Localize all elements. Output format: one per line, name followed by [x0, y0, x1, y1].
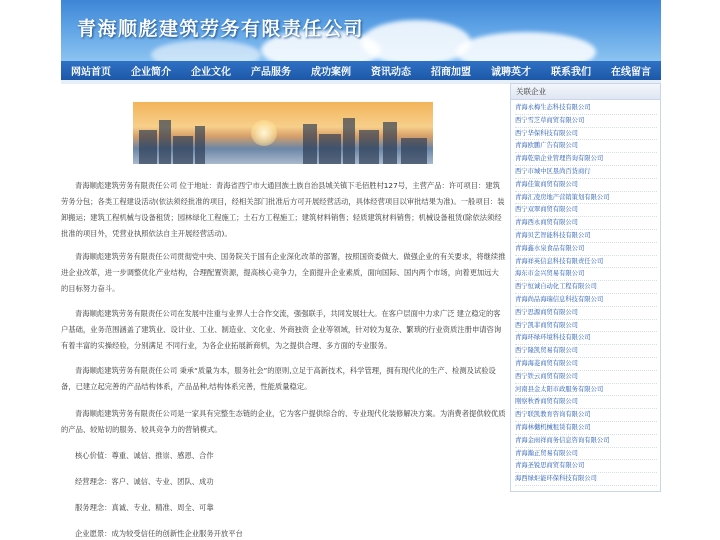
- sun-glow: [251, 120, 277, 146]
- building-shape: [343, 118, 355, 164]
- related-companies-panel: [510, 83, 661, 492]
- cloud-decoration: [456, 32, 596, 61]
- sidebar-title: 关联企业: [511, 84, 660, 100]
- building-shape: [195, 126, 205, 164]
- business-philosophy-line: 经营理念：客户、诚信、专业、团队、成功: [75, 477, 214, 486]
- related-company-link[interactable]: 西宁铁云商贸有限公司: [515, 371, 657, 384]
- intro-paragraph: 青海顺彪建筑劳务有限责任公司 位于地址：青海省西宁市大通回族土族自治县城关镇下毛佰胜村127号，主营产品：许可项目：建筑劳务分包；各类工程建设活动(依法须经批准的项目，经相关部门批准后方可开展经营活动，具体经营项目以审批结果为准)。一般项目：装卸搬运；建筑工程机械与设备租赁；园林绿化工程施工；土石方工程施工；建筑材料销售；轻质建筑材料销售；机械设备租赁(除依法须经批准的项目外，凭营业执照依法自主开展经营活动)。: [61, 181, 505, 238]
- service-philosophy-line: 服务理念：真诚、专业、精准、周全、可靠: [75, 503, 214, 512]
- nav-news[interactable]: 资讯动态: [371, 67, 411, 78]
- related-company-link[interactable]: 青海佳策商贸有限公司: [515, 179, 657, 192]
- related-company-link[interactable]: 西宁市城中区垦尚百货商行: [515, 166, 657, 179]
- related-company-link[interactable]: 西宁雪芝草商贸有限公司: [515, 115, 657, 128]
- cooperation-paragraph: 青海顺彪建筑劳务有限责任公司在发展中注重与业界人士合作交流，强强联手，共同发展壮大。在客户层面中力求广泛 建立稳定的客户基础，业务范围涵盖了建筑业、设计业、工业、制造业、文化业、外商独资 企业等领域，针对较为复杂、繁琐的行业资质注册申请咨询有着丰富的实操经验，分别满足 不同行业，为各企业拓展新商机，为之提供合理、多方面的专业服务。: [61, 309, 502, 350]
- building-shape: [173, 136, 193, 164]
- nav-franchise[interactable]: 招商加盟: [431, 67, 471, 78]
- nav-cases[interactable]: 成功案例: [311, 67, 351, 78]
- hero-image: [133, 102, 433, 164]
- related-company-link[interactable]: 青海瀚正贸易有限公司: [515, 448, 657, 461]
- building-shape: [159, 120, 171, 164]
- building-shape: [303, 124, 317, 164]
- main-content: [61, 84, 506, 540]
- related-company-link[interactable]: 青海乾鼎企业管理咨询有限公司: [515, 153, 657, 166]
- reform-paragraph: 青海顺彪建筑劳务有限责任公司贯彻党中央、国务院关于国有企业深化改革的部署，按照国资委做大、做强企业的有关要求，将继续推进企业改革，进一步调整优化产业结构，合理配置资源，提高核心竞争力，全面提升企业素质，面向国际、国内两个市场，向着更加远大的目标努力奋斗。: [61, 252, 506, 293]
- related-company-link[interactable]: 西宁凯菲商贸有限公司: [515, 320, 657, 333]
- related-company-link[interactable]: 西宁隆凯贸易有限公司: [515, 345, 657, 358]
- related-company-link[interactable]: 西宁双翠商贸有限公司: [515, 204, 657, 217]
- related-company-link[interactable]: 青海鑫水泉食品有限公司: [515, 243, 657, 256]
- building-shape: [401, 138, 427, 164]
- nav-products[interactable]: 产品服务: [251, 67, 291, 78]
- related-company-link[interactable]: 青海西永商贸有限公司: [515, 217, 657, 230]
- related-company-link[interactable]: 青海圣锐思商贸有限公司: [515, 460, 657, 473]
- related-company-link[interactable]: 青海海菱商贸有限公司: [515, 358, 657, 371]
- building-shape: [383, 122, 397, 164]
- related-company-link[interactable]: 海西绿炬能环保科技有限公司: [515, 473, 657, 486]
- related-company-link[interactable]: 西宁思源商贸有限公司: [515, 307, 657, 320]
- related-company-link[interactable]: 西宁恒诚自动化工程有限公司: [515, 281, 657, 294]
- nav-home[interactable]: 网站首页: [71, 67, 111, 78]
- related-company-link[interactable]: 青海永梅生态科技有限公司: [515, 102, 657, 115]
- nav-about[interactable]: 企业简介: [131, 67, 171, 78]
- building-shape: [319, 134, 341, 164]
- related-company-link[interactable]: 河南县金太阳市政服务有限公司: [515, 384, 657, 397]
- cloud-decoration: [361, 20, 471, 61]
- site-banner: [61, 0, 661, 61]
- site-title: 青海顺彪建筑劳务有限责任公司: [77, 18, 365, 40]
- related-company-link[interactable]: 西宁华保科技有限公司: [515, 128, 657, 141]
- related-company-link[interactable]: 青海贝艺智能科技有限公司: [515, 230, 657, 243]
- nav-message[interactable]: 在线留言: [611, 67, 651, 78]
- cloud-decoration: [151, 40, 261, 61]
- nav-jobs[interactable]: 诚聘英才: [491, 67, 531, 78]
- nav-culture[interactable]: 企业文化: [191, 67, 231, 78]
- related-company-link[interactable]: 青海尚品海瑞信息科技有限公司: [515, 294, 657, 307]
- related-company-link[interactable]: 西宁联凯教育咨询有限公司: [515, 409, 657, 422]
- related-company-link[interactable]: 青海欧鹏广告有限公司: [515, 140, 657, 153]
- ecosystem-paragraph: 青海顺彪建筑劳务有限责任公司是一家具有完整生态链的企业，它为客户提供综合的、专业现代化装修解决方案。为消费者提供较优质的产品、较贴切的服务、较具竞争力的营销模式。: [61, 409, 506, 434]
- core-value-line: 核心价值：尊重、诚信、推崇、感恩、合作: [75, 451, 214, 460]
- building-shape: [139, 130, 157, 164]
- related-companies-list: [511, 100, 660, 486]
- related-company-link[interactable]: 青海汇凌房地产营销策划有限公司: [515, 192, 657, 205]
- main-nav: [61, 61, 661, 80]
- related-company-link[interactable]: 海东市金兴贸易有限公司: [515, 268, 657, 281]
- related-company-link[interactable]: 青海环绿环境科技有限公司: [515, 332, 657, 345]
- related-company-link[interactable]: 青海祥英信息科技有限责任公司: [515, 256, 657, 269]
- related-company-link[interactable]: 青海林樾机械租赁有限公司: [515, 422, 657, 435]
- related-company-link[interactable]: 青海金雨祥商务信息咨询有限公司: [515, 435, 657, 448]
- page-container: [61, 0, 661, 540]
- related-company-link[interactable]: 刚察秋香商贸有限公司: [515, 396, 657, 409]
- nav-contact[interactable]: 联系我们: [551, 67, 591, 78]
- quality-paragraph: 青海顺彪建筑劳务有限责任公司 秉承“质量为本，服务社会”的原则,立足于高新技术，科学管理，拥有现代化的生产、检测及试验设备，已建立起完善的产品结构体系，产品品种,结构体系完善，性能质量稳定。: [61, 366, 496, 391]
- building-shape: [359, 130, 379, 164]
- vision-line: 企业愿景：成为较受信任的创新性企业服务开放平台: [75, 529, 243, 538]
